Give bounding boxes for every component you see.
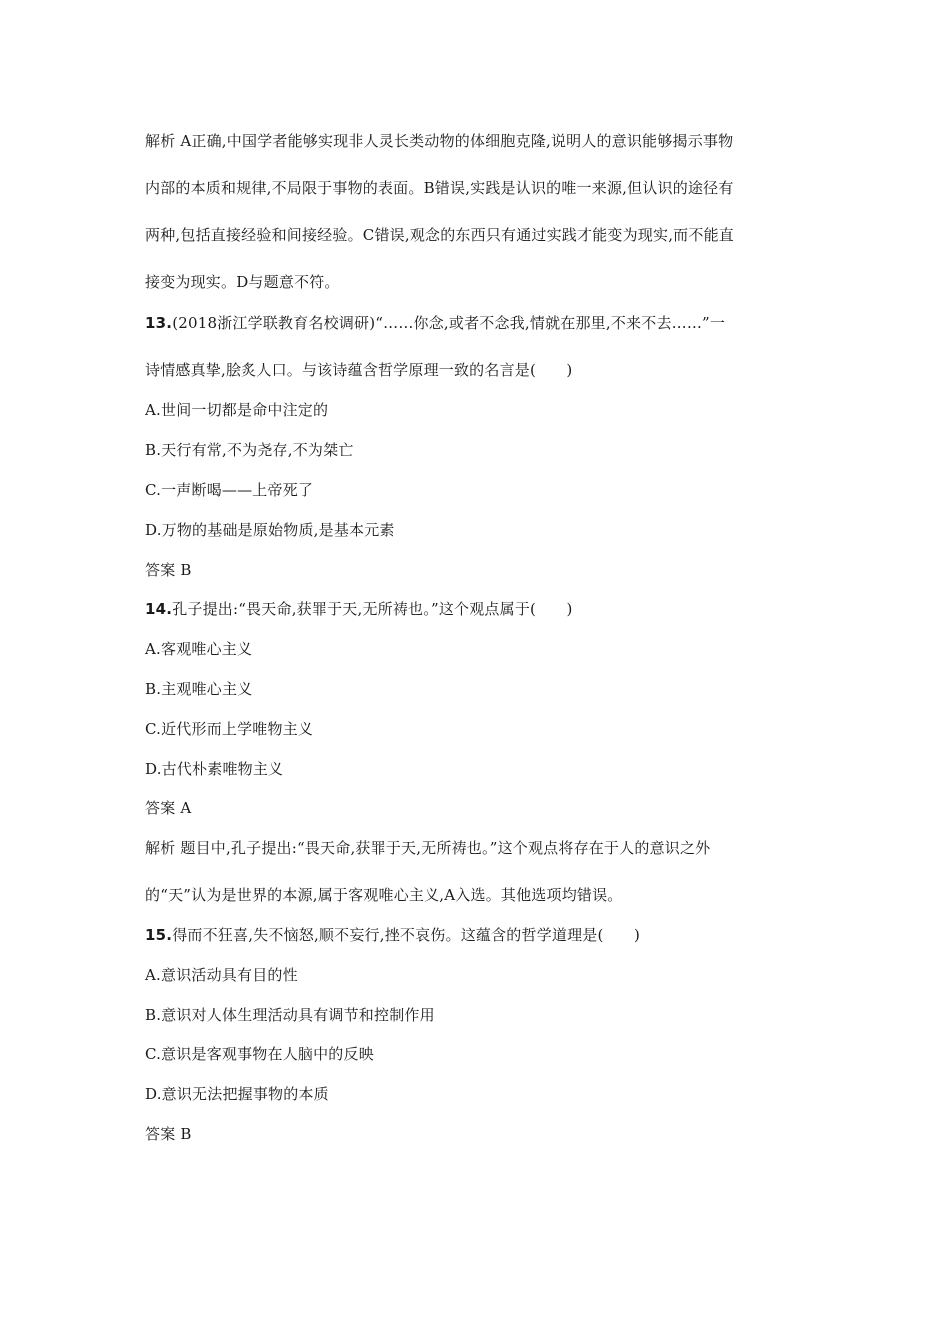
question-13-option-c: C.一声断喝——上帝死了: [145, 481, 314, 499]
analysis-12-line-2: 内部的本质和规律,不局限于事物的表面。B错误,实践是认识的唯一来源,但认识的途径有: [145, 179, 734, 197]
question-14-option-c: C.近代形而上学唯物主义: [145, 720, 314, 738]
question-15-option-c: C.意识是客观事物在人脑中的反映: [145, 1045, 374, 1063]
question-15-stem: [145, 925, 825, 945]
question-14-stem-line-1: 孔子提出:“畏天命,获罪于天,无所祷也。”这个观点属于( ): [172, 600, 573, 618]
question-14-stem: [145, 599, 825, 619]
question-14-answer: 答案 A: [145, 799, 192, 817]
question-15-number: 15.: [145, 926, 173, 944]
analysis-12-line-3: 两种,包括直接经验和间接经验。C错误,观念的东西只有通过实践才能变为现实,而不能直: [145, 226, 734, 244]
question-14-option-a: A.客观唯心主义: [145, 640, 253, 658]
question-13-stem: [145, 313, 825, 333]
question-15-option-a: A.意识活动具有目的性: [145, 966, 298, 984]
question-14-number: 14.: [145, 600, 173, 618]
question-14-option-d: D.古代朴素唯物主义: [145, 760, 284, 778]
question-14-option-b: B.主观唯心主义: [145, 680, 253, 698]
analysis-12-line-1: 解析 A正确,中国学者能够实现非人灵长类动物的体细胞克隆,说明人的意识能够揭示事物: [145, 132, 734, 150]
question-13-stem-line-1: (2018浙江学联教育名校调研)“……你念,或者不念我,情就在那里,不来不去……”一: [172, 314, 726, 332]
question-13-answer: 答案 B: [145, 561, 192, 579]
question-15-answer: 答案 B: [145, 1125, 192, 1143]
question-15-option-b: B.意识对人体生理活动具有调节和控制作用: [145, 1006, 435, 1024]
question-14-analysis-line-1: 解析 题目中,孔子提出:“畏天命,获罪于天,无所祷也。”这个观点将存在于人的意识之外: [145, 839, 711, 857]
question-13-stem-line-2: 诗情感真挚,脍炙人口。与该诗蕴含哲学原理一致的名言是( ): [145, 361, 573, 379]
question-13-number: 13.: [145, 314, 173, 332]
question-15-stem-line-1: 得而不狂喜,失不恼怒,顺不妄行,挫不哀伤。这蕴含的哲学道理是( ): [172, 926, 640, 944]
question-15-option-d: D.意识无法把握事物的本质: [145, 1085, 329, 1103]
question-13-option-d: D.万物的基础是原始物质,是基本元素: [145, 521, 395, 539]
analysis-12-line-4: 接变为现实。D与题意不符。: [145, 273, 340, 291]
question-13-option-b: B.天行有常,不为尧存,不为桀亡: [145, 441, 354, 459]
question-14-analysis-line-2: 的“天”认为是世界的本源,属于客观唯心主义,A入选。其他选项均错误。: [145, 886, 623, 904]
question-13-option-a: A.世间一切都是命中注定的: [145, 401, 329, 419]
